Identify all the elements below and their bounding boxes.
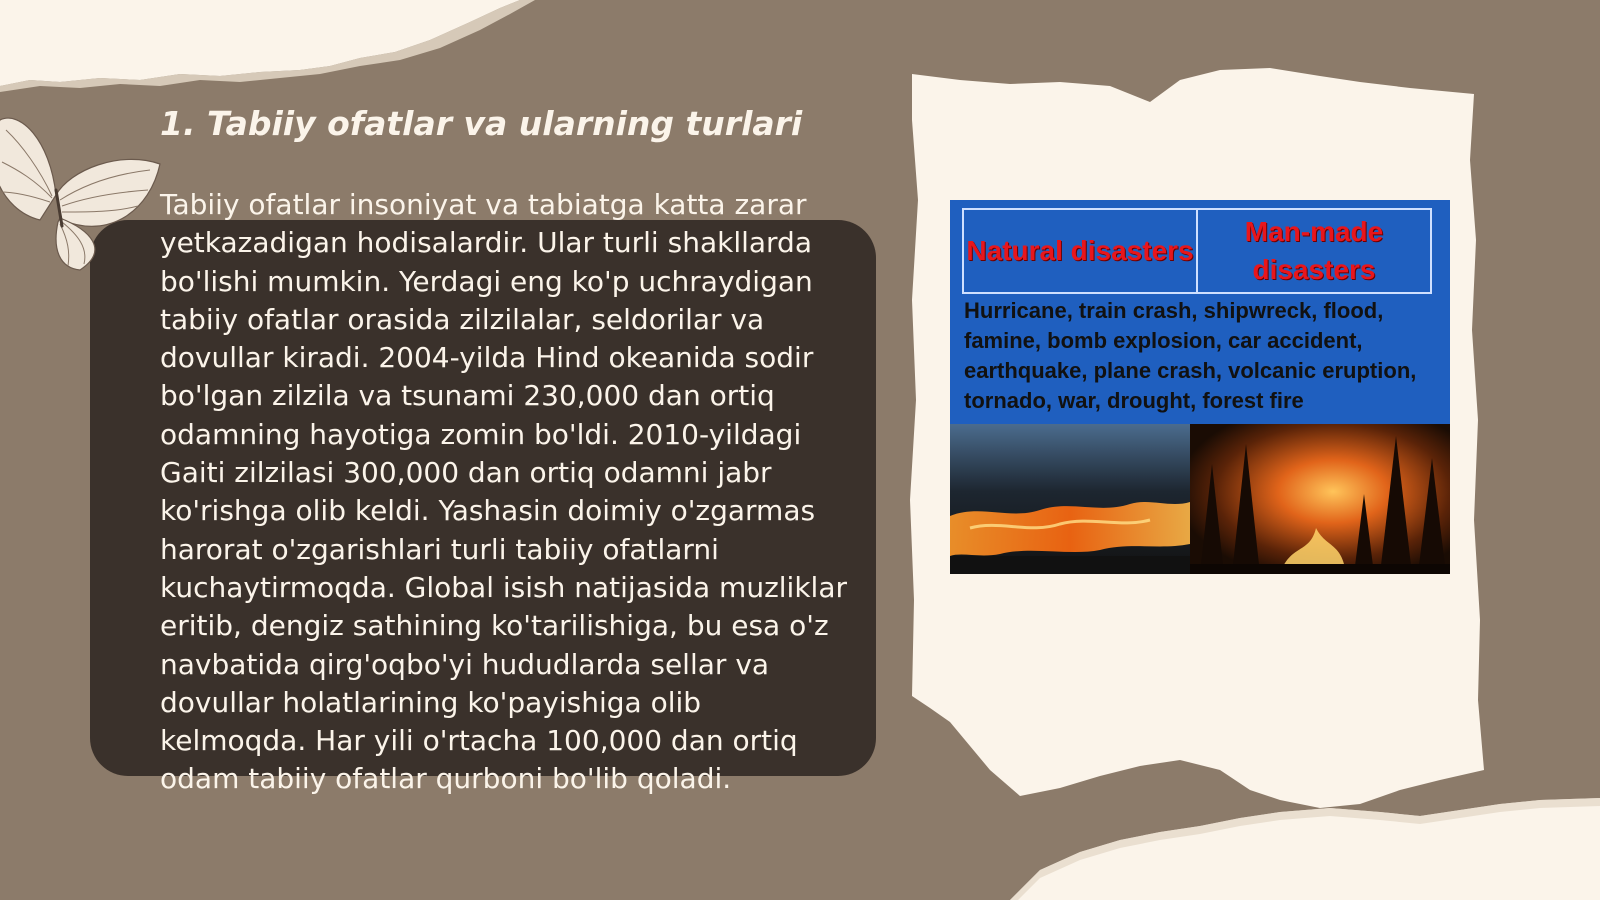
fire-scene-picture <box>950 424 1450 574</box>
manmade-disasters-header: Man-made disasters <box>1196 210 1430 292</box>
natural-disasters-header: Natural disasters <box>966 235 1194 266</box>
slide-title: 1. Tabiiy ofatlar va ularning turlari <box>160 104 803 143</box>
butterfly-icon <box>0 100 170 280</box>
disasters-image <box>950 200 1450 574</box>
disaster-type-header <box>962 208 1432 294</box>
body-paragraph: Tabiiy ofatlar insoniyat va tabiatga katta zarar yetkazadigan hodisalardir. Ular turli shakllarda bo'lishi mumkin. Yerdagi eng ko'p uchraydigan tabiiy ofatlar orasida zilzilalar, seldorilar va dovullar kiradi. 2004-yilda Hind okeanida sodir bo'lgan zilzila va tsunami 230,000 dan ortiq odamning hayotiga zomin bo'ldi. 2010-yildagi Gaiti zilzilasi 300,000 dan ortiq odamni jabr ko'rishga olib keldi. Yashasin doimiy o'zgarmas harorat o'zgarishlari turli tabiiy ofatlarni kuchaytirmoqda. Global isish natijasida muzliklar eritib, dengiz sathining ko'tarilishiga, bu esa o'z navbatida qirg'oqbo'yi hududlarda sellar va dovullar holatlarining ko'payishiga olib kelmoqda. Har yili o'rtacha 100,000 dan ortiq odam tabiiy ofatlar qurboni bo'lib qoladi. <box>160 188 847 796</box>
disasters-list: Hurricane, train crash, shipwreck, flood, famine, bomb explosion, car accident, earthquake, plane crash, volcanic eruption, tornado, war, drought, forest fire <box>964 298 1417 413</box>
